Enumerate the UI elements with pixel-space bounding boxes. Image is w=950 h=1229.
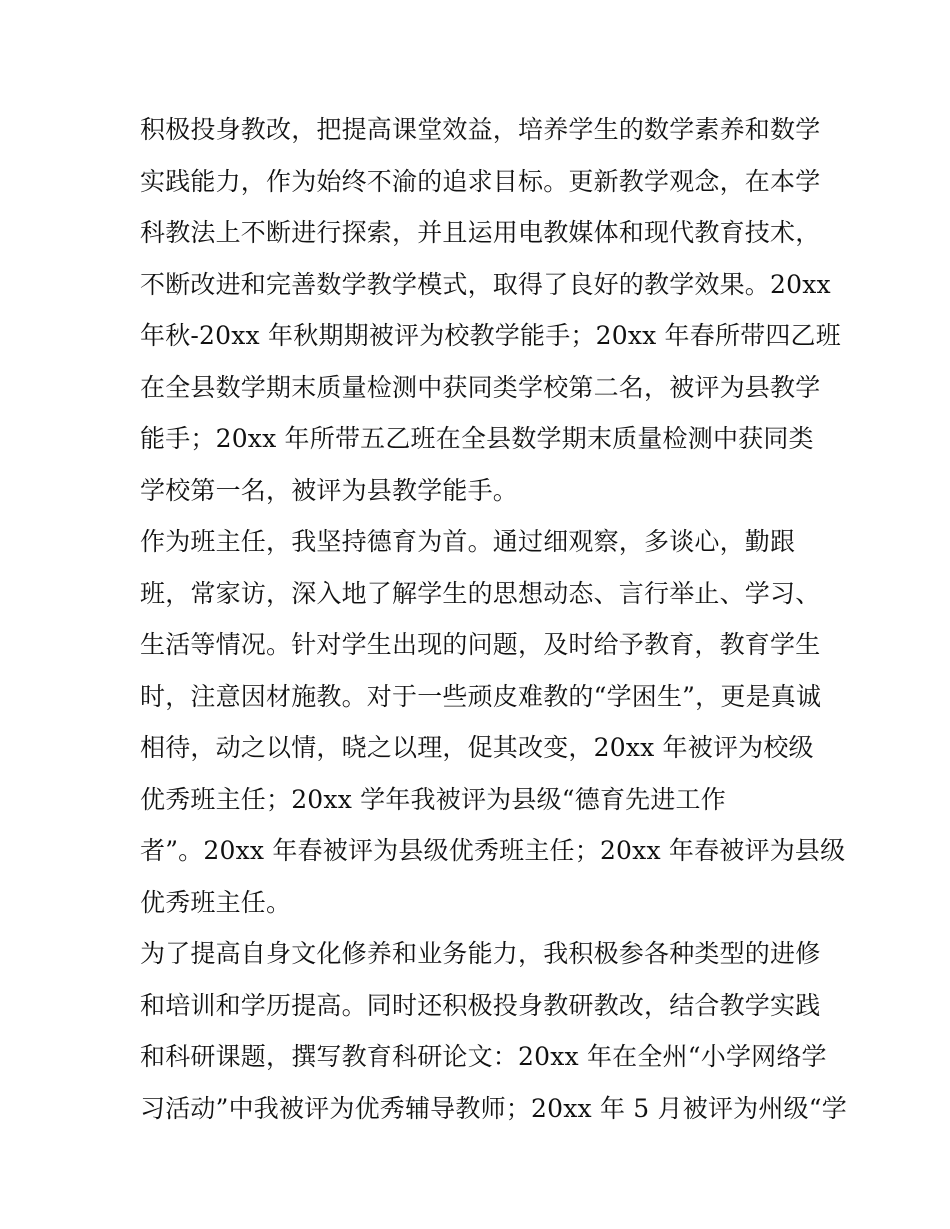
text-line: 能手；20xx 年所带五乙班在全县数学期末质量检测中获同类 bbox=[140, 424, 814, 453]
text-line: 年秋-20xx 年秋期期被评为校教学能手；20xx 年春所带四乙班 bbox=[140, 321, 841, 350]
text-line: 班，常家访，深入地了解学生的思想动态、言行举止、学习、 bbox=[140, 578, 821, 608]
text-line: 习活动”中我被评为优秀辅导教师；20xx 年 5 月被评为州级“学 bbox=[140, 1093, 847, 1123]
text-line: 优秀班主任。 bbox=[140, 887, 292, 917]
text-line: 相待，动之以情，晓之以理，促其改变，20xx 年被评为校级 bbox=[140, 733, 814, 762]
text-line: 时，注意因材施教。对于一些顽皮难教的“学困生”，更是真诚 bbox=[140, 681, 822, 711]
text-line: 实践能力，作为始终不渝的追求目标。更新教学观念，在本学 bbox=[140, 166, 821, 196]
text-line: 者”。20xx 年春被评为县级优秀班主任；20xx 年春被评为县级 bbox=[140, 836, 846, 865]
text-line: 科教法上不断进行探索，并且运用电教媒体和现代教育技术， bbox=[140, 218, 821, 247]
text-line: 优秀班主任；20xx 学年我被评为县级“德育先进工作 bbox=[140, 784, 726, 814]
text-line: 为了提高自身文化修养和业务能力，我积极参各种类型的进修 bbox=[140, 939, 821, 968]
text-line: 和培训和学历提高。同时还积极投身教研教改，结合教学实践 bbox=[140, 990, 821, 1020]
text-line: 生活等情况。针对学生出现的问题，及时给予教育，教育学生 bbox=[140, 630, 821, 659]
text-line: 积极投身教改，把提高课堂效益，培养学生的数学素养和数学 bbox=[140, 115, 821, 144]
text-line: 学校第一名，被评为县教学能手。 bbox=[140, 475, 519, 505]
text-line: 在全县数学期末质量检测中获同类学校第二名，被评为县教学 bbox=[140, 372, 821, 402]
text-line: 作为班主任，我坚持德育为首。通过细观察，多谈心，勤跟 bbox=[140, 527, 796, 556]
text-line: 和科研课题，撰写教育科研论文：20xx 年在全州“小学网络学 bbox=[140, 1042, 827, 1071]
document-body bbox=[140, 104, 847, 1134]
text-line: 不断改进和完善数学教学模式，取得了良好的教学效果。20xx bbox=[140, 269, 831, 299]
